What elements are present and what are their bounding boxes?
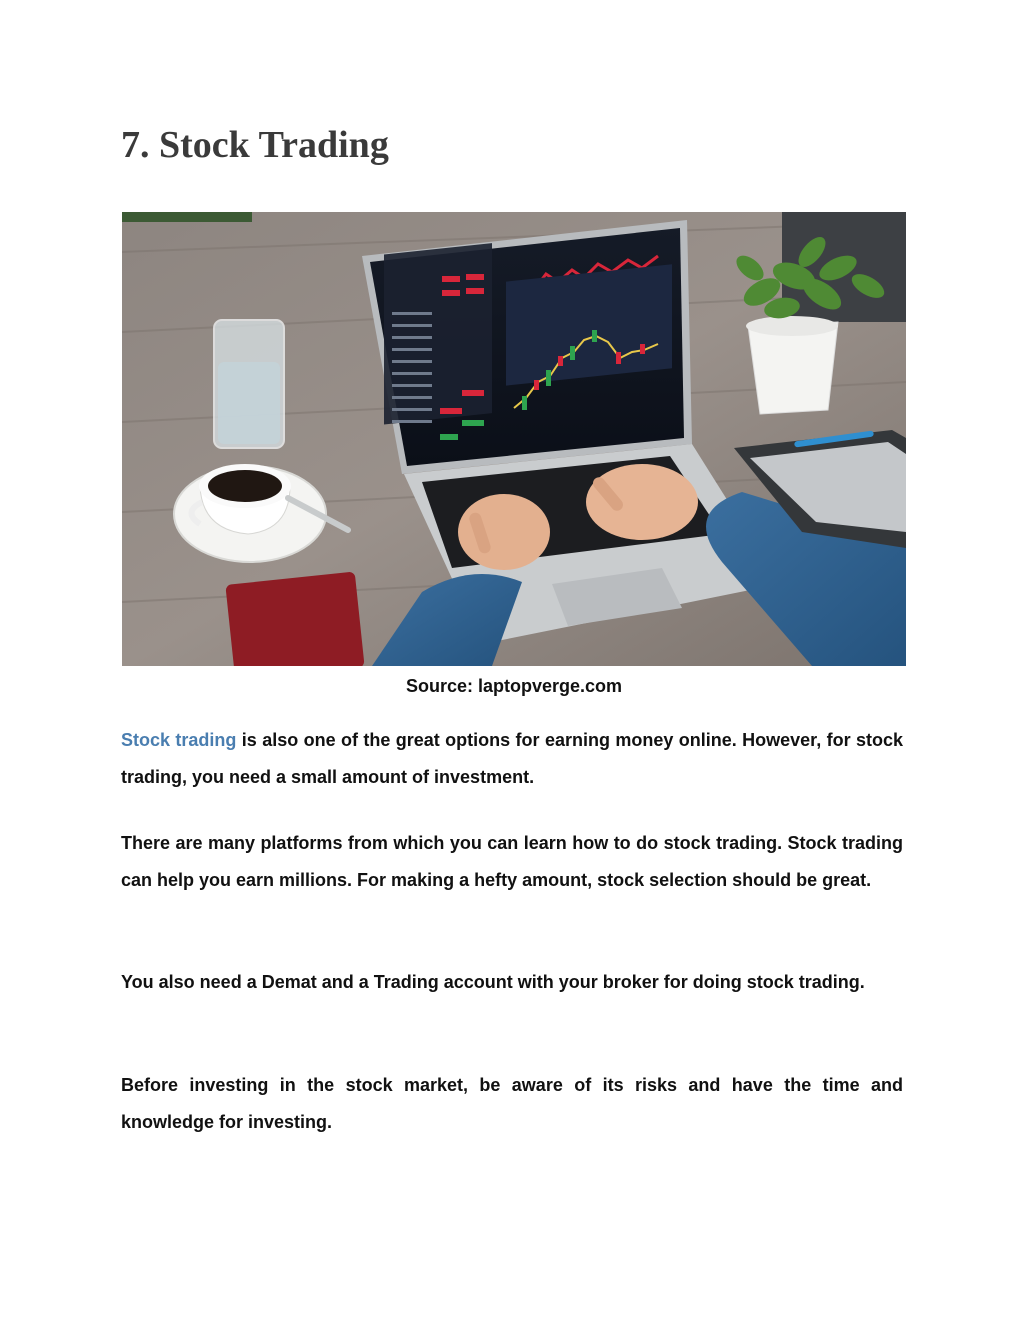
paragraph-3: You also need a Demat and a Trading account with your broker for doing stock trading. <box>121 972 865 992</box>
paragraph-4: Before investing in the stock market, be aware of its risks and have the time and knowledge for investing. <box>121 1075 903 1132</box>
paragraph-1-text: is also one of the great options for earning money online. However, for stock trading, you need a small amount of investment. <box>121 730 903 787</box>
stock-trading-link[interactable]: Stock trading <box>121 730 237 750</box>
paragraph-1 <box>121 722 903 795</box>
paragraph-2: There are many platforms from which you can learn how to do stock trading. Stock trading can help you earn millions. For making a hefty amount, stock selection should be great. <box>121 833 903 890</box>
page-title: 7. Stock Trading <box>121 124 389 166</box>
stock-trading-photo <box>122 212 906 666</box>
image-caption: Source: laptopverge.com <box>405 676 623 696</box>
